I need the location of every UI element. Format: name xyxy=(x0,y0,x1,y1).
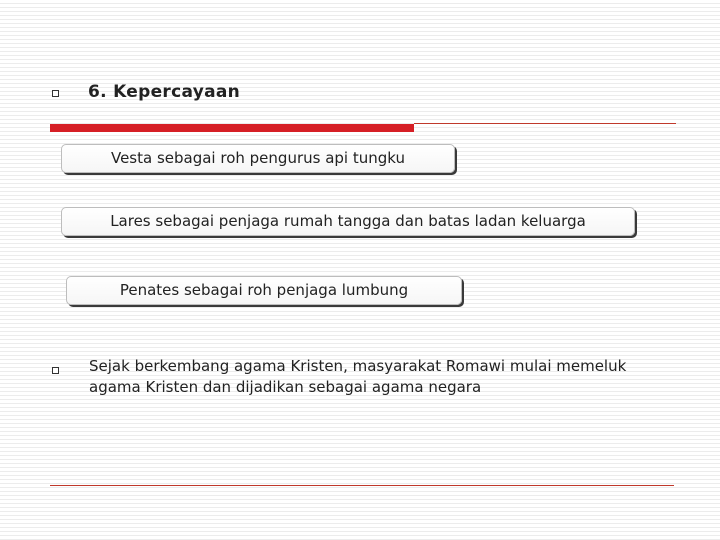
section-heading: 6. Kepercayaan xyxy=(88,82,241,102)
header-rule-thick xyxy=(50,124,414,132)
belief-box-label: Penates sebagai roh penjaga lumbung xyxy=(119,281,409,299)
bullet-square-icon xyxy=(52,367,59,374)
footer-rule xyxy=(50,485,674,486)
bullet-square-icon xyxy=(52,90,59,97)
header-rule-thin xyxy=(414,123,676,124)
belief-box-penates xyxy=(66,276,462,305)
paragraph-line: Sejak berkembang agama Kristen, masyarakat Romawi mulai memeluk xyxy=(89,357,627,375)
paragraph-line: agama Kristen dan dijadikan sebagai agama negara xyxy=(89,378,482,396)
belief-box-lares xyxy=(61,207,635,236)
belief-box-label: Lares sebagai penjaga rumah tangga dan batas ladan keluarga xyxy=(110,212,586,230)
body-paragraph xyxy=(89,356,689,398)
belief-box-label: Vesta sebagai roh pengurus api tungku xyxy=(110,149,406,167)
belief-box-vesta xyxy=(61,144,455,173)
